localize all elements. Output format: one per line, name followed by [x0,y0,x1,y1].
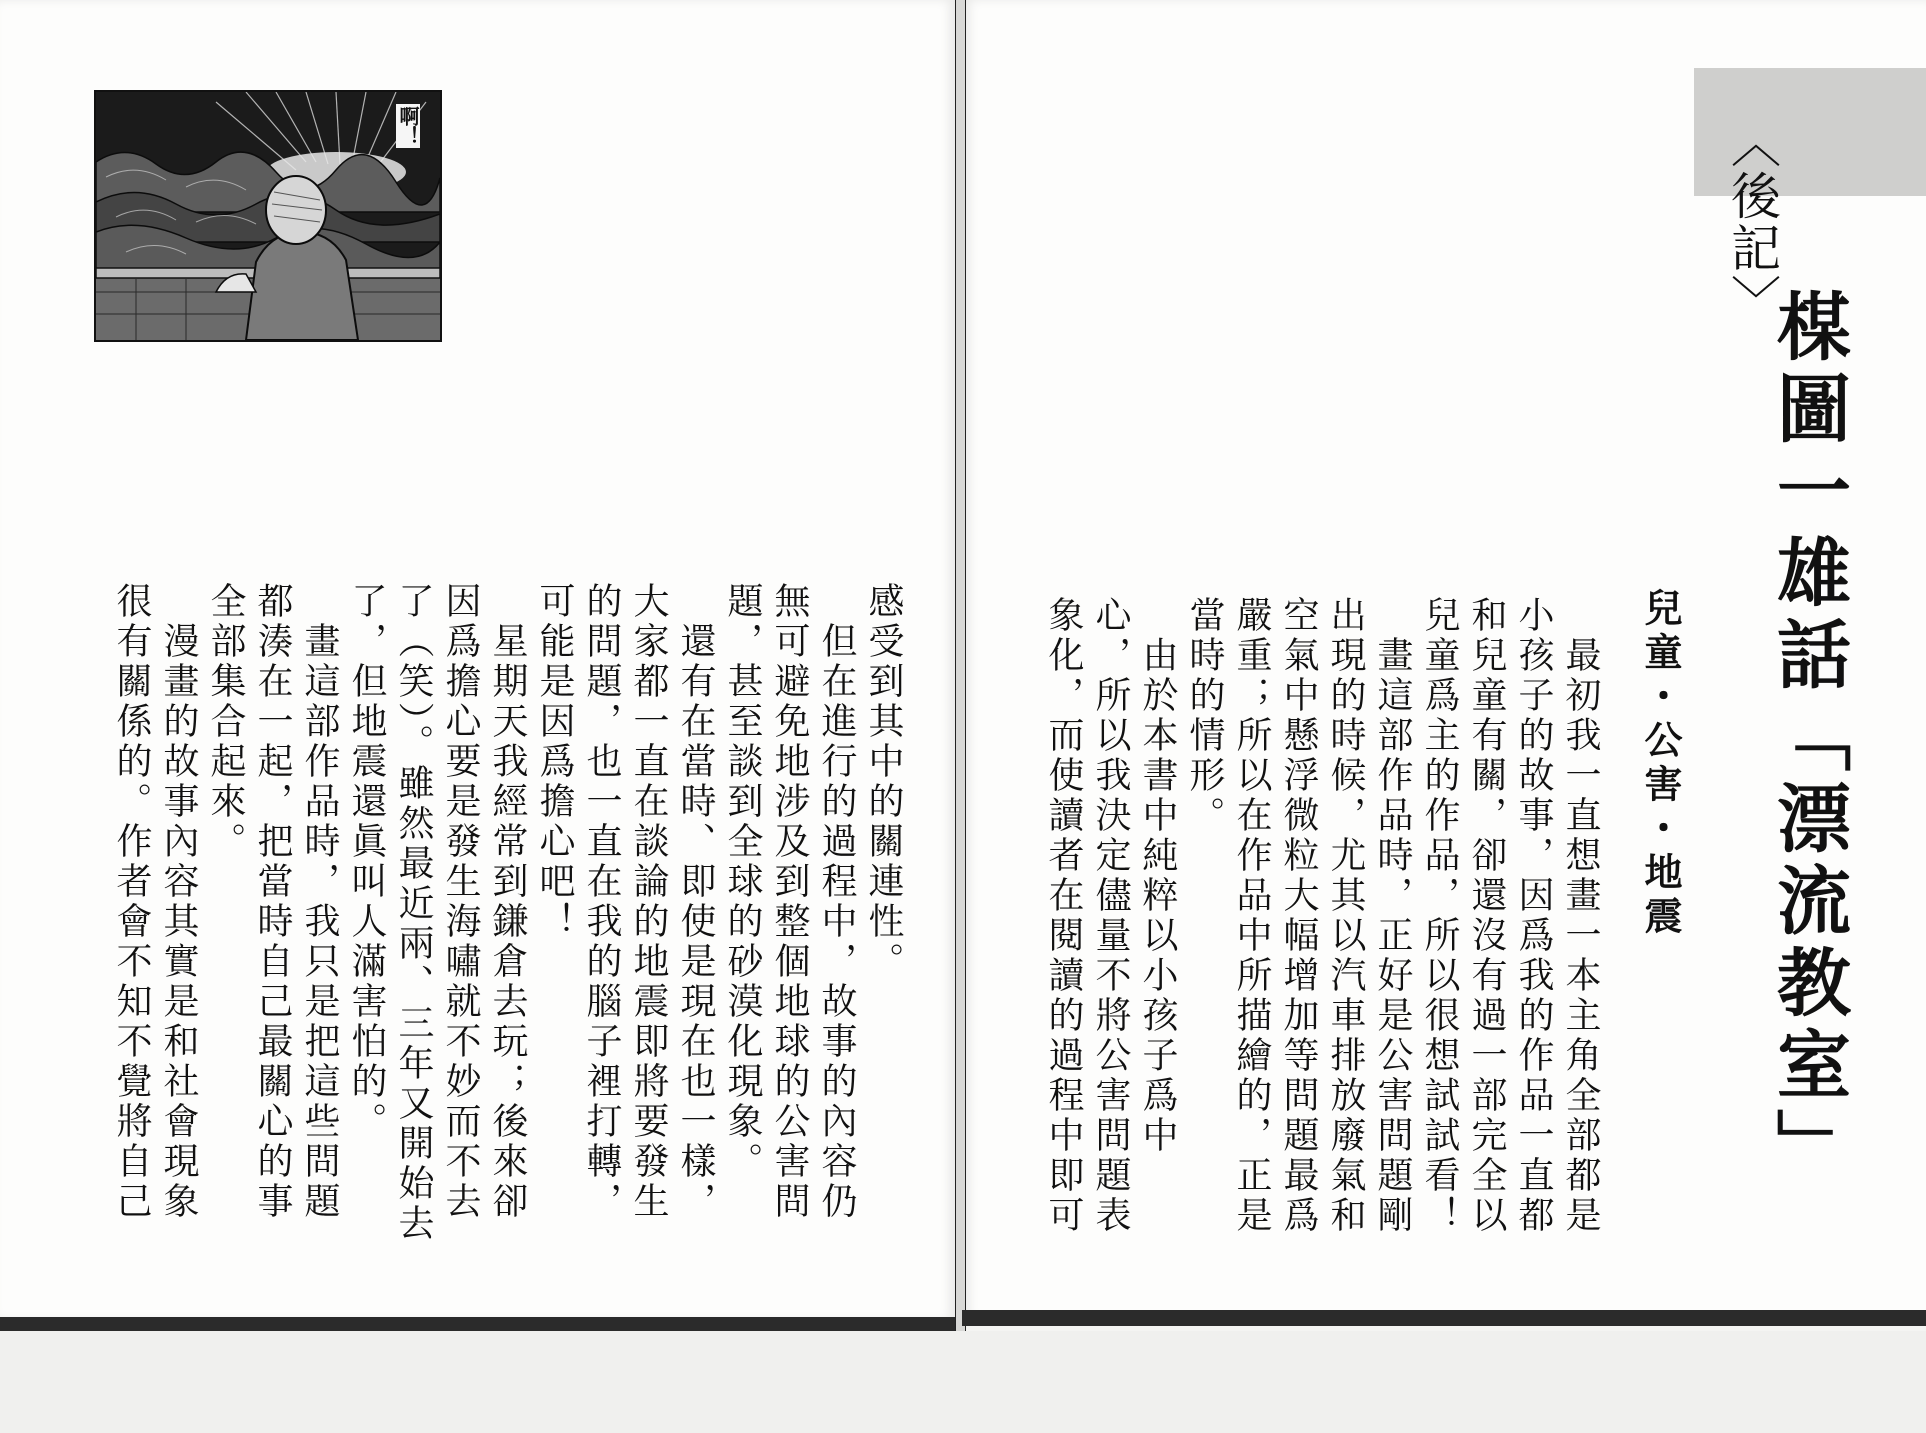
text-column: 星期天我經常到鎌倉去玩；後來卻 [487,582,528,1222]
text-column: 畫這部作品時，正好是公害問題剛 [1372,596,1413,1236]
below-book-area [0,1331,1926,1433]
text-column: 當時的情形。 [1184,596,1225,836]
text-column: 由於本書中純粹以小孩子爲中 [1137,596,1178,1156]
page-title: 楳圖一雄話「漂流教室」 [1765,288,1851,1190]
text-column: 最初我一直想畫一本主角全部都是 [1560,596,1601,1236]
text-column: 無可避免地涉及到整個地球的公害問 [769,582,810,1222]
text-column: 感受到其中的關連性。 [863,582,904,982]
text-column: 大家都一直在談論的地震即將要發生 [628,582,669,1222]
speech-text: 啊！ [396,106,420,146]
text-column: 題，甚至談到全球的砂漠化現象。 [722,582,763,1182]
text-column: 漫畫的故事內容其實是和社會現象 [158,582,199,1222]
right-page-bottom-edge [962,1310,1926,1326]
book-gutter [955,0,966,1340]
text-column: 了（笑）。雖然最近兩、三年又開始去 [393,582,434,1244]
afterword-label: 〈後記〉 [1723,118,1781,326]
left-page-bottom-edge [0,1317,955,1331]
text-column: 很有關係的。作者會不知不覺將自己 [111,582,152,1222]
text-column: 象化，而使讀者在閱讀的過程中即可 [1043,596,1084,1236]
text-column: 出現的時候，尤其以汽車排放廢氣和 [1325,596,1366,1236]
page-subtitle: 兒童・公害・地震 [1638,588,1682,940]
text-column: 空氣中懸浮微粒大幅增加等問題最爲 [1278,596,1319,1236]
text-column: 還有在當時、即使是現在也一樣， [675,582,716,1222]
manga-panel [94,90,442,342]
text-column: 可能是因爲擔心吧！ [534,582,575,942]
text-column: 了，但地震還眞叫人滿害怕的。 [346,582,387,1142]
text-column: 全部集合起來。 [205,582,246,862]
manga-panel-art [96,92,440,340]
text-column: 心，所以我決定儘量不將公害問題表 [1090,596,1131,1236]
text-column: 畫這部作品時，我只是把這些問題 [299,582,340,1222]
text-column: 但在進行的過程中，故事的內容仍 [816,582,857,1222]
text-column: 兒童爲主的作品，所以很想試試看！ [1419,596,1460,1236]
text-column: 和兒童有關，卻還沒有過一部完全以 [1466,596,1507,1236]
text-column: 的問題，也一直在我的腦子裡打轉， [581,582,622,1222]
text-column: 小孩子的故事，因爲我的作品一直都 [1513,596,1554,1236]
text-column: 因爲擔心要是發生海嘯就不妙而不去 [440,582,481,1222]
text-column: 嚴重；所以在作品中所描繪的，正是 [1231,596,1272,1236]
text-column: 都湊在一起，把當時自己最關心的事 [252,582,293,1222]
